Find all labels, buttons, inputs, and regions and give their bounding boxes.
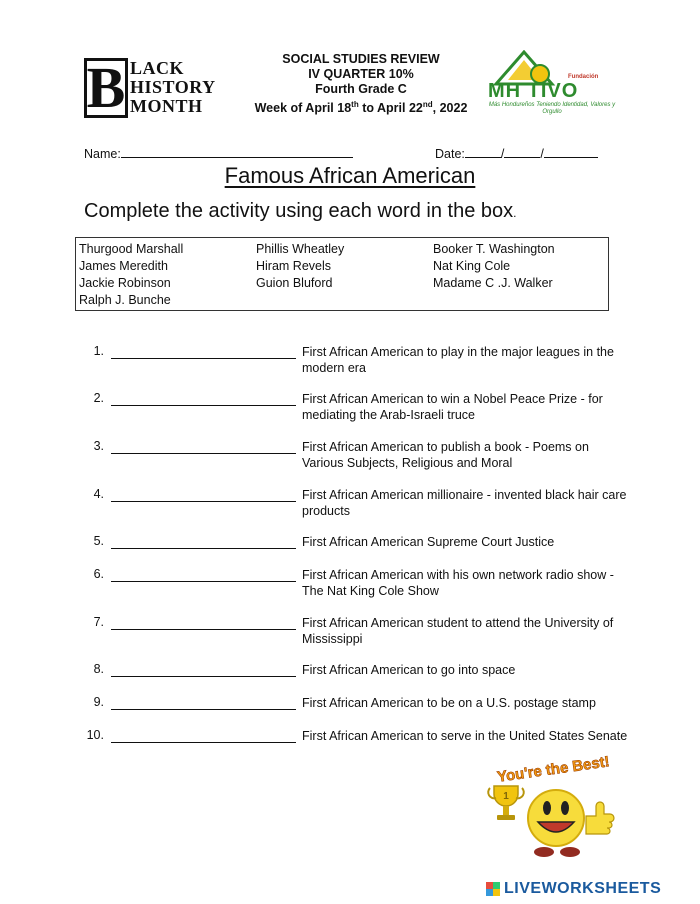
word-bank-item: Booker T. Washington bbox=[433, 242, 555, 256]
header-quarter: IV QUARTER 10% bbox=[308, 67, 414, 81]
worksheet-title: Famous African American bbox=[224, 163, 476, 188]
date-separator: / bbox=[540, 147, 544, 161]
black-history-month-logo bbox=[84, 56, 224, 120]
logo-words bbox=[130, 59, 216, 116]
answer-blank[interactable] bbox=[111, 676, 296, 677]
liveworksheets-brand bbox=[486, 878, 661, 900]
answer-blank[interactable] bbox=[111, 358, 296, 359]
question-text: First African American with his own network radio show - The Nat King Cole Show bbox=[302, 568, 614, 598]
question-text: First African American to win a Nobel Peace Prize - for mediating the Arab-Israeli truce bbox=[302, 392, 603, 422]
question-row bbox=[84, 391, 644, 427]
date-field[interactable] bbox=[435, 145, 598, 161]
word-bank-item: Jackie Robinson bbox=[79, 276, 171, 290]
question-text: First African American millionaire - invented black hair care products bbox=[302, 488, 627, 518]
instructions-text: Complete the activity using each word in the box bbox=[84, 200, 514, 222]
answer-blank[interactable] bbox=[111, 629, 296, 630]
sticker-text: You're the Best! bbox=[496, 753, 611, 786]
date-separator: / bbox=[500, 147, 505, 161]
date-label: Date: bbox=[435, 147, 465, 161]
question-row bbox=[84, 487, 644, 523]
week-year: , 2022 bbox=[432, 101, 468, 116]
question-number: 4. bbox=[93, 487, 104, 501]
date-year-blank[interactable] bbox=[544, 145, 598, 158]
header-grade: Fourth Grade C bbox=[315, 82, 407, 96]
answer-blank[interactable] bbox=[111, 581, 296, 582]
question-row bbox=[84, 344, 644, 380]
question-text: First African American Supreme Court Justice bbox=[302, 535, 555, 549]
logo-word-month: MONTH bbox=[130, 96, 203, 116]
week-end: to April 22 bbox=[358, 101, 423, 116]
name-label: Name: bbox=[84, 147, 121, 161]
question-row bbox=[84, 662, 644, 698]
worksheet-header bbox=[226, 52, 496, 116]
question-text: First African American to go into space bbox=[302, 663, 516, 677]
answer-blank[interactable] bbox=[111, 742, 296, 743]
question-number: 10. bbox=[86, 728, 104, 742]
header-subject: SOCIAL STUDIES REVIEW bbox=[282, 52, 440, 66]
question-row bbox=[84, 534, 644, 570]
question-row bbox=[84, 439, 644, 475]
question-number: 9. bbox=[93, 695, 104, 709]
week-start: Week of April 18 bbox=[254, 101, 352, 116]
question-number: 6. bbox=[93, 567, 104, 581]
logo-letter-b: B bbox=[84, 58, 128, 118]
question-number: 8. bbox=[93, 662, 104, 676]
logo-tagline: Más Hondureños Teniendo Identidad, Valores y Orgullo bbox=[488, 102, 616, 115]
question-number: 2. bbox=[93, 391, 104, 405]
question-row bbox=[84, 615, 644, 651]
word-bank-item: Hiram Revels bbox=[256, 259, 332, 273]
word-bank-item: James Meredith bbox=[79, 259, 168, 273]
question-text: First African American to be on a U.S. postage stamp bbox=[302, 696, 596, 710]
date-month-blank[interactable] bbox=[465, 145, 501, 158]
question-text: First African American to serve in the United States Senate bbox=[302, 729, 628, 743]
smiley-trophy-icon bbox=[484, 752, 620, 862]
header-week bbox=[226, 97, 496, 116]
word-bank-column-3 bbox=[433, 241, 555, 292]
week-start-suffix: th bbox=[351, 100, 359, 109]
answer-blank[interactable] bbox=[111, 709, 296, 710]
logo-word-lack: LACK bbox=[130, 58, 185, 78]
motivo-foundation-logo bbox=[488, 50, 616, 115]
question-text: First African American to play in the major leagues in the modern era bbox=[302, 345, 614, 375]
word-bank-item: Guion Bluford bbox=[256, 276, 333, 290]
logo-name: MH TIVO bbox=[488, 80, 579, 102]
question-number: 7. bbox=[93, 615, 104, 629]
word-bank bbox=[75, 237, 609, 311]
answer-blank[interactable] bbox=[111, 405, 296, 406]
logo-word-history: HISTORY bbox=[130, 77, 216, 97]
question-row bbox=[84, 567, 644, 603]
logo-foundation-label: Fundación bbox=[568, 74, 599, 80]
trophy-number: 1 bbox=[503, 791, 509, 802]
word-bank-item: Ralph J. Bunche bbox=[79, 293, 171, 307]
instructions-period: . bbox=[513, 206, 517, 220]
word-bank-item: Phillis Wheatley bbox=[256, 242, 345, 256]
word-bank-item: Thurgood Marshall bbox=[79, 242, 184, 256]
question-number: 1. bbox=[93, 344, 104, 358]
word-bank-column-2 bbox=[256, 241, 344, 292]
answer-blank[interactable] bbox=[111, 453, 296, 454]
question-number: 5. bbox=[93, 534, 104, 548]
week-end-suffix: nd bbox=[422, 100, 433, 109]
question-row bbox=[84, 695, 644, 731]
instructions bbox=[84, 200, 516, 223]
youre-the-best-sticker bbox=[484, 752, 620, 862]
answer-blank[interactable] bbox=[111, 501, 296, 502]
question-number: 3. bbox=[93, 439, 104, 453]
date-day-blank[interactable] bbox=[504, 145, 540, 158]
word-bank-item: Madame C .J. Walker bbox=[433, 276, 553, 290]
name-blank[interactable] bbox=[121, 145, 353, 158]
answer-blank[interactable] bbox=[111, 548, 296, 549]
liveworksheets-text: LIVEWORKSHEETS bbox=[504, 880, 662, 897]
question-text: First African American to publish a book - Poems on Various Subjects, Religious and Moral bbox=[302, 440, 589, 470]
question-text: First African American student to attend the University of Mississippi bbox=[302, 616, 614, 646]
word-bank-item: Nat King Cole bbox=[433, 259, 511, 273]
name-field[interactable] bbox=[84, 145, 353, 161]
liveworksheets-logo-icon bbox=[486, 882, 500, 896]
word-bank-column-1 bbox=[79, 241, 183, 309]
